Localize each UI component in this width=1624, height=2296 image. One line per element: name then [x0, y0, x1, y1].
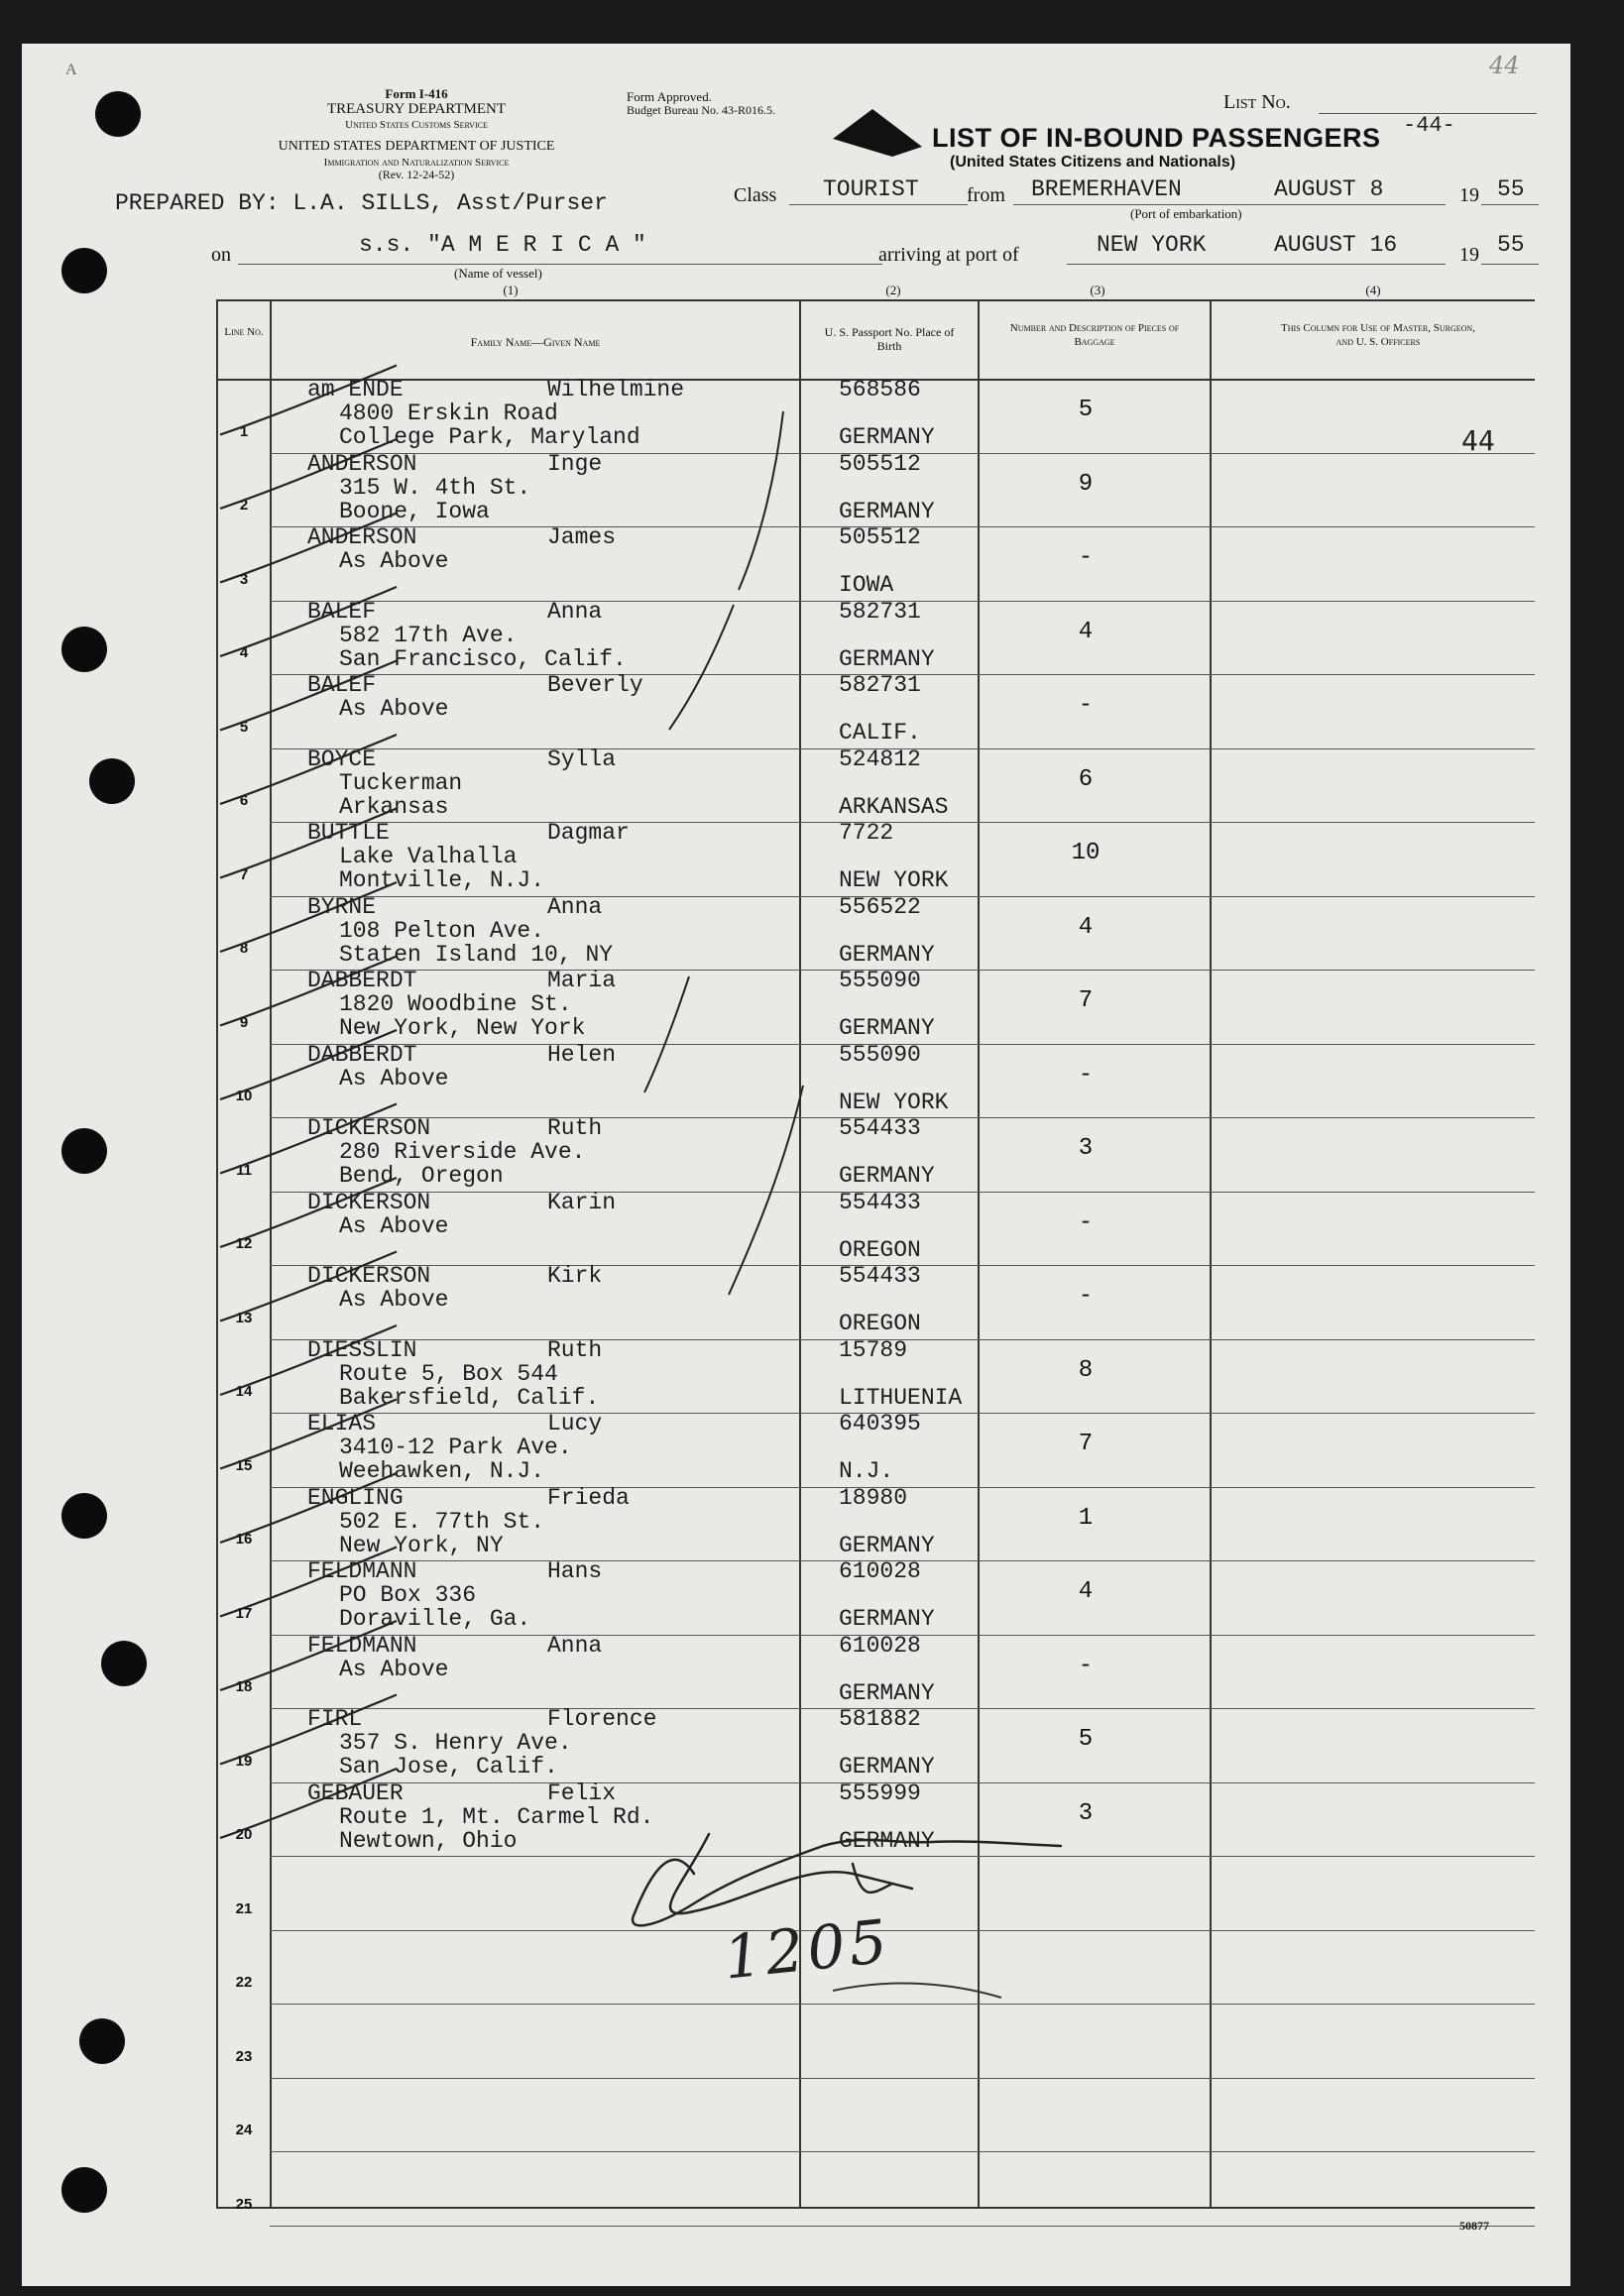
check-mark: [220, 1252, 397, 1321]
place-of-birth: GERMANY: [839, 646, 935, 672]
passenger-given-name: Anna: [547, 599, 603, 625]
place-of-birth: GERMANY: [839, 1680, 935, 1706]
place-of-birth: IOWA: [839, 572, 894, 598]
baggage-count: 8: [1078, 1357, 1094, 1384]
check-mark: [220, 957, 397, 1026]
col2-number: (2): [885, 283, 901, 297]
baggage-count: -: [1078, 1209, 1094, 1236]
passenger-address-line1: As Above: [339, 1657, 449, 1682]
col3-number: (3): [1090, 283, 1105, 297]
passenger-address-line1: 3410-12 Park Ave.: [339, 1435, 572, 1460]
row-number: 24: [235, 2122, 253, 2138]
row-number: 15: [235, 1457, 253, 1474]
passenger-family-name: BYRNE: [307, 894, 377, 920]
passport-number: 554433: [839, 1190, 921, 1215]
passenger-address-line1: 4800 Erskin Road: [339, 401, 558, 426]
passport-number: 610028: [839, 1558, 921, 1584]
footer-code: 50877: [1459, 2219, 1489, 2233]
row-number: 23: [235, 2048, 253, 2065]
passenger-given-name: Ruth: [547, 1337, 603, 1363]
passenger-given-name: Inge: [547, 451, 603, 477]
row-number: 13: [235, 1310, 253, 1326]
column-header-passport: U. S. Passport No. Place of Birth: [824, 325, 955, 353]
treasury-department: TREASURY DEPARTMENT: [326, 101, 507, 117]
passenger-address-line1: Tuckerman: [339, 770, 463, 796]
row-number: 11: [236, 1162, 252, 1179]
passenger-family-name: DABBERDT: [307, 968, 417, 993]
passenger-address-line2: Boone, Iowa: [339, 499, 490, 524]
check-mark: [220, 587, 397, 656]
class-value: TOURIST: [823, 176, 919, 202]
passport-number: 524812: [839, 746, 921, 772]
passenger-address-line2: New York, New York: [339, 1015, 586, 1041]
baggage-count: 1: [1078, 1505, 1094, 1532]
row-number: 21: [235, 1900, 253, 1917]
check-mark: [220, 1325, 397, 1395]
passenger-given-name: Ruth: [547, 1115, 603, 1141]
class-label: Class: [734, 184, 777, 206]
row-number: 25: [235, 2196, 253, 2213]
row-number: 6: [239, 792, 249, 809]
baggage-count: -: [1078, 692, 1094, 719]
place-of-birth: GERMANY: [839, 1606, 935, 1632]
baggage-count: -: [1078, 1062, 1094, 1089]
column-header-officers: This Column for Use of Master, Surgeon, and U. S. Officers: [1281, 322, 1475, 348]
passenger-address-line1: 280 Riverside Ave.: [339, 1139, 586, 1165]
row-number: 9: [239, 1014, 249, 1031]
row-number: 18: [235, 1678, 253, 1695]
passport-number: 582731: [839, 672, 921, 698]
passenger-given-name: Frieda: [547, 1485, 630, 1511]
check-mark: [220, 1030, 397, 1099]
prepared-by: PREPARED BY: L.A. SILLS, Asst/Purser: [115, 190, 608, 216]
year-prefix: 19: [1459, 184, 1479, 206]
passenger-address-line1: As Above: [339, 548, 449, 574]
check-mark: [220, 1769, 397, 1838]
col1-number: (1): [503, 283, 519, 297]
passport-number: 15789: [839, 1337, 908, 1363]
passenger-family-name: BUTTLE: [307, 820, 390, 846]
row-number: 10: [235, 1088, 253, 1104]
passenger-family-name: DIESSLIN: [307, 1337, 417, 1363]
baggage-count: 4: [1078, 619, 1094, 645]
baggage-count: -: [1078, 1283, 1094, 1310]
passport-number: 582731: [839, 599, 921, 625]
list-no-value: -44-: [1403, 113, 1455, 138]
check-mark: [220, 661, 397, 731]
passenger-family-name: ANDERSON: [307, 451, 417, 477]
column-header-baggage: Number and Description of Pieces of Baggage: [1009, 322, 1180, 348]
place-of-birth: NEW YORK: [839, 1090, 949, 1115]
check-mark: [220, 1548, 397, 1617]
passenger-address-line1: As Above: [339, 696, 449, 722]
passenger-address-line2: San Francisco, Calif.: [339, 646, 627, 672]
baggage-count: 7: [1078, 987, 1094, 1014]
baggage-count: 4: [1078, 914, 1094, 941]
passenger-family-name: am ENDE: [307, 377, 404, 402]
form-title: LIST OF IN-BOUND PASSENGERS: [932, 123, 1381, 153]
passport-number: 568586: [839, 377, 921, 402]
passenger-family-name: DICKERSON: [307, 1190, 431, 1215]
arriving-label: arriving at port of: [878, 244, 1019, 266]
passport-number: 18980: [839, 1485, 908, 1511]
column-header-line: Line No.: [224, 326, 264, 338]
place-of-birth: GERMANY: [839, 1828, 935, 1854]
baggage-count: 9: [1078, 471, 1094, 498]
passenger-family-name: ELIAS: [307, 1411, 377, 1436]
baggage-count: -: [1078, 544, 1094, 571]
passenger-address-line1: 315 W. 4th St.: [339, 475, 531, 501]
vessel-label: (Name of vessel): [454, 266, 542, 281]
passenger-family-name: ANDERSON: [307, 524, 417, 550]
justice-department: UNITED STATES DEPARTMENT OF JUSTICE: [278, 139, 555, 154]
place-of-birth: GERMANY: [839, 499, 935, 524]
bracket-mark: [644, 976, 689, 1092]
passenger-family-name: FELDMANN: [307, 1633, 417, 1659]
arriving-date: AUGUST 16: [1274, 232, 1398, 258]
passport-number: 505512: [839, 524, 921, 550]
check-mark: [220, 366, 397, 435]
vessel-name: s.s. "A M E R I C A ": [359, 232, 646, 258]
passenger-address-line2: Arkansas: [339, 794, 449, 820]
passenger-address-line1: As Above: [339, 1213, 449, 1239]
passenger-family-name: BALEF: [307, 672, 377, 698]
bracket-mark: [739, 411, 783, 590]
passenger-address-line1: 582 17th Ave.: [339, 623, 518, 648]
passenger-address-line1: Route 1, Mt. Carmel Rd.: [339, 1804, 654, 1830]
passenger-address-line2: Newtown, Ohio: [339, 1828, 518, 1854]
baggage-count: 6: [1078, 766, 1094, 793]
corner-mark: A: [65, 61, 77, 78]
passport-number: 556522: [839, 894, 921, 920]
passenger-address-line2: New York, NY: [339, 1533, 504, 1558]
passenger-family-name: DABBERDT: [307, 1042, 417, 1068]
row-number: 16: [235, 1531, 253, 1548]
passenger-given-name: Maria: [547, 968, 617, 993]
row-number: 19: [235, 1753, 253, 1770]
passport-number: 505512: [839, 451, 921, 477]
passenger-given-name: Hans: [547, 1558, 603, 1584]
passenger-given-name: Sylla: [547, 746, 617, 772]
col4-number: (4): [1365, 283, 1381, 297]
place-of-birth: OREGON: [839, 1311, 921, 1336]
passenger-family-name: BALEF: [307, 599, 377, 625]
place-of-birth: GERMANY: [839, 1754, 935, 1779]
place-of-birth: GERMANY: [839, 424, 935, 450]
passport-number: 581882: [839, 1706, 921, 1732]
baggage-count: 5: [1078, 397, 1094, 423]
baggage-count: -: [1078, 1653, 1094, 1679]
passenger-family-name: BOYCE: [307, 746, 377, 772]
list-no-label: List No.: [1223, 91, 1291, 113]
passenger-address-line2: Staten Island 10, NY: [339, 942, 614, 968]
passenger-address-line1: Route 5, Box 544: [339, 1361, 558, 1387]
passenger-address-line1: 108 Pelton Ave.: [339, 918, 545, 944]
officer-note: 44: [1461, 424, 1495, 457]
immigration-service: Immigration and Naturalization Service: [323, 157, 510, 169]
passenger-given-name: Helen: [547, 1042, 617, 1068]
place-of-birth: GERMANY: [839, 942, 935, 968]
passenger-address-line2: College Park, Maryland: [339, 424, 640, 450]
year-value: 55: [1497, 176, 1525, 202]
bracket-mark: [729, 1086, 803, 1295]
passport-number: 640395: [839, 1411, 921, 1436]
row-number: 20: [235, 1826, 253, 1843]
check-mark: [220, 1178, 397, 1247]
passenger-address-line1: 357 S. Henry Ave.: [339, 1730, 572, 1756]
baggage-count: 7: [1078, 1431, 1094, 1457]
check-mark: [220, 882, 397, 952]
budget-bureau: Budget Bureau No. 43-R016.5.: [627, 103, 775, 117]
baggage-count: 3: [1078, 1135, 1094, 1162]
passport-number: 554433: [839, 1263, 921, 1289]
place-of-birth: CALIF.: [839, 720, 921, 746]
passenger-given-name: Anna: [547, 894, 603, 920]
check-mark: [220, 1473, 397, 1543]
baggage-count: 10: [1071, 840, 1101, 866]
passenger-given-name: Wilhelmine: [547, 377, 685, 402]
place-of-birth: GERMANY: [839, 1015, 935, 1041]
check-mark: [220, 1621, 397, 1690]
passenger-address-line1: Lake Valhalla: [339, 844, 518, 869]
passenger-given-name: James: [547, 524, 617, 550]
bracket-mark: [669, 605, 734, 730]
passenger-given-name: Lucy: [547, 1411, 603, 1436]
place-of-birth: GERMANY: [839, 1533, 935, 1558]
from-date: AUGUST 8: [1274, 176, 1384, 202]
arriving-port: NEW YORK: [1097, 232, 1207, 258]
passport-number: 555999: [839, 1780, 921, 1806]
row-number: 2: [239, 497, 249, 514]
passenger-family-name: DICKERSON: [307, 1263, 431, 1289]
row-number: 1: [239, 423, 249, 440]
passport-number: 610028: [839, 1633, 921, 1659]
passenger-address-line2: Bend, Oregon: [339, 1163, 504, 1189]
row-number: 22: [235, 1974, 253, 1991]
customs-service: United States Customs Service: [345, 119, 488, 131]
passenger-family-name: ENGLING: [307, 1485, 404, 1511]
passenger-address-line1: 1820 Woodbine St.: [339, 991, 572, 1017]
from-label: from: [967, 184, 1005, 206]
port-embark-label: (Port of embarkation): [1130, 206, 1242, 221]
passport-number: 555090: [839, 1042, 921, 1068]
place-of-birth: ARKANSAS: [839, 794, 949, 820]
place-of-birth: GERMANY: [839, 1163, 935, 1189]
column-header-name: Family Name—Given Name: [470, 335, 601, 349]
on-label: on: [211, 244, 231, 266]
passenger-given-name: Dagmar: [547, 820, 630, 846]
passenger-address-line2: San Jose, Calif.: [339, 1754, 558, 1779]
row-number: 7: [239, 866, 249, 883]
baggage-count: 3: [1078, 1800, 1094, 1827]
passenger-address-line2: Montville, N.J.: [339, 867, 545, 893]
passenger-address-line2: Bakersfield, Calif.: [339, 1385, 600, 1411]
check-mark: [220, 439, 397, 509]
passport-number: 555090: [839, 968, 921, 993]
row-number: 14: [235, 1383, 253, 1400]
row-number: 8: [239, 940, 249, 957]
passport-number: 554433: [839, 1115, 921, 1141]
inspector-number: 1205: [720, 1906, 894, 1994]
passenger-given-name: Felix: [547, 1780, 617, 1806]
passenger-given-name: Florence: [547, 1706, 657, 1732]
row-number: 12: [235, 1235, 253, 1252]
place-of-birth: N.J.: [839, 1458, 894, 1484]
place-of-birth: OREGON: [839, 1237, 921, 1263]
passenger-given-name: Beverly: [547, 672, 643, 698]
passenger-family-name: DICKERSON: [307, 1115, 431, 1141]
passenger-given-name: Kirk: [547, 1263, 603, 1289]
passenger-family-name: GEBAUER: [307, 1780, 404, 1806]
from-port: BREMERHAVEN: [1031, 176, 1182, 202]
form-approved: Form Approved.: [627, 89, 712, 104]
row-number: 3: [239, 571, 249, 588]
check-mark: [220, 1695, 397, 1765]
passport-number: 7722: [839, 820, 894, 846]
passenger-family-name: FIRL: [307, 1706, 363, 1732]
baggage-count: 4: [1078, 1578, 1094, 1605]
check-mark: [220, 1400, 397, 1469]
passenger-address-line1: 502 E. 77th St.: [339, 1509, 545, 1535]
place-of-birth: LITHUENIA: [839, 1385, 963, 1411]
corner-handwritten-note: 44: [1489, 52, 1520, 79]
revision-date: (Rev. 12-24-52): [378, 168, 455, 181]
passenger-given-name: Anna: [547, 1633, 603, 1659]
form-subtitle: (United States Citizens and Nationals): [950, 154, 1236, 171]
form-number: Form I-416: [385, 86, 448, 101]
passenger-address-line2: Doraville, Ga.: [339, 1606, 531, 1632]
year2-prefix: 19: [1459, 244, 1479, 266]
passenger-address-line1: PO Box 336: [339, 1582, 477, 1608]
check-mark: [220, 514, 397, 583]
row-number: 4: [239, 644, 249, 661]
check-mark: [220, 735, 397, 804]
passenger-address-line2: Weehawken, N.J.: [339, 1458, 545, 1484]
baggage-count: 5: [1078, 1726, 1094, 1753]
passenger-family-name: FELDMANN: [307, 1558, 417, 1584]
passenger-address-line1: As Above: [339, 1066, 449, 1091]
passenger-address-line1: As Above: [339, 1287, 449, 1313]
check-mark: [220, 1104, 397, 1174]
check-mark: [220, 809, 397, 878]
row-number: 17: [235, 1605, 253, 1622]
row-number: 5: [239, 719, 249, 736]
place-of-birth: NEW YORK: [839, 867, 949, 893]
passenger-given-name: Karin: [547, 1190, 617, 1215]
year2-value: 55: [1497, 232, 1525, 258]
